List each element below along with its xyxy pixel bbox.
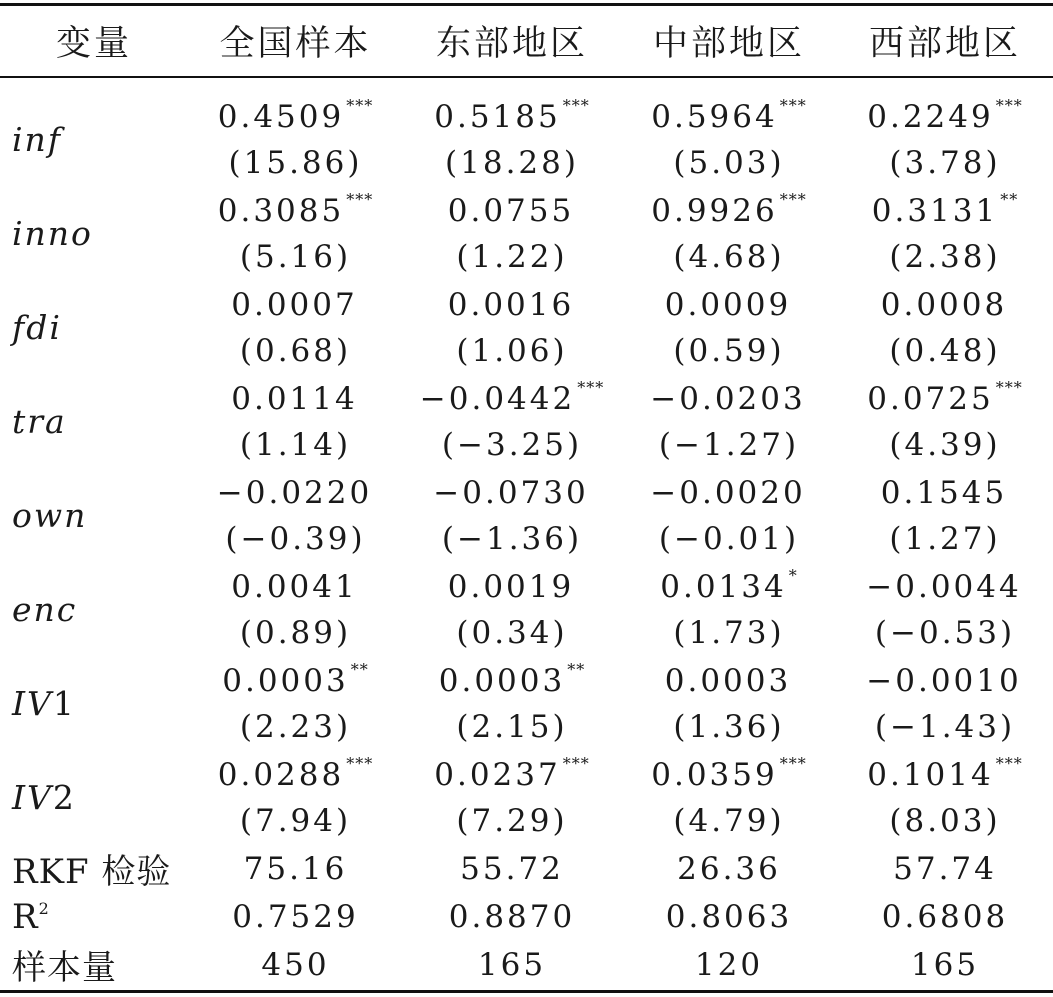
table-row bbox=[0, 750, 1053, 797]
coef-cell: 0.0008 bbox=[880, 287, 1008, 323]
stat-cell: 55.72 bbox=[460, 850, 564, 887]
coef-cell: 0.0288 *** bbox=[217, 754, 374, 793]
coef-cell: −0.0442 *** bbox=[419, 378, 605, 417]
coef-cell: 0.0755 bbox=[447, 193, 575, 229]
header-east: 东部地区 bbox=[435, 24, 588, 64]
coef-cell: 0.3085 *** bbox=[217, 190, 374, 229]
coef-cell: 0.0003 ** bbox=[438, 660, 586, 699]
tstat-cell: (2.15) bbox=[456, 708, 568, 745]
coef-cell: 0.0134 * bbox=[660, 566, 798, 605]
coef-cell: 0.1014 *** bbox=[867, 754, 1023, 793]
coef-cell: −0.0010 bbox=[866, 663, 1022, 699]
coef-cell: −0.0020 bbox=[650, 475, 806, 511]
table-row bbox=[0, 656, 1053, 703]
tstat-cell: (1.27) bbox=[889, 520, 1001, 557]
tstat-cell: (1.36) bbox=[673, 708, 785, 745]
stat-cell: 165 bbox=[910, 946, 980, 983]
header-central: 中部地区 bbox=[652, 24, 805, 64]
coef-cell: 0.0009 bbox=[664, 287, 792, 323]
stat-cell: 165 bbox=[477, 946, 547, 983]
table-row bbox=[0, 92, 1053, 139]
coef-cell: 0.5185 *** bbox=[434, 96, 590, 135]
row-label-inf: inf bbox=[12, 119, 63, 159]
row-label-fdi: fdi bbox=[12, 307, 62, 347]
tstat-cell: (8.03) bbox=[889, 802, 1001, 839]
tstat-cell: (1.22) bbox=[456, 238, 568, 275]
row-label-inno: inno bbox=[12, 213, 93, 253]
tstat-cell: (4.39) bbox=[889, 426, 1001, 463]
coef-cell: 0.0359 *** bbox=[651, 754, 807, 793]
tstat-cell: (15.86) bbox=[228, 144, 363, 181]
header-national: 全国样本 bbox=[219, 24, 372, 64]
tstat-cell: (−0.53) bbox=[874, 614, 1016, 651]
row-label-own: own bbox=[12, 495, 88, 535]
tstat-cell: (2.23) bbox=[239, 708, 352, 745]
stat-cell: 120 bbox=[694, 946, 764, 983]
coef-cell: 0.2249 *** bbox=[867, 96, 1023, 135]
coef-cell: −0.0044 bbox=[866, 569, 1022, 605]
stat-cell: 26.36 bbox=[677, 850, 781, 887]
regression-table bbox=[0, 6, 1053, 989]
tstat-cell: (1.06) bbox=[456, 332, 568, 369]
stat-cell: 57.74 bbox=[893, 850, 997, 887]
table-row bbox=[0, 280, 1053, 327]
tstat-cell: (7.29) bbox=[456, 802, 568, 839]
tstat-cell: (−1.27) bbox=[658, 426, 800, 463]
table-row bbox=[0, 468, 1053, 515]
tstat-cell: (−1.36) bbox=[441, 520, 583, 557]
tstat-cell: (−1.43) bbox=[874, 708, 1016, 745]
tstat-cell: (0.89) bbox=[239, 614, 352, 651]
table-row-n bbox=[0, 940, 1053, 989]
row-label-rkf: RKF 检验 bbox=[12, 852, 172, 892]
coef-cell: 0.0725 *** bbox=[867, 378, 1023, 417]
tstat-cell: (4.68) bbox=[673, 238, 785, 275]
stat-cell: 75.16 bbox=[243, 850, 348, 887]
stat-cell: 0.8870 bbox=[448, 898, 576, 935]
tstat-cell: (0.34) bbox=[456, 614, 568, 651]
tstat-cell: (0.59) bbox=[673, 332, 785, 369]
row-label-n: 样本量 bbox=[12, 948, 117, 988]
coef-cell: 0.0016 bbox=[447, 287, 575, 323]
coef-cell: 0.0041 bbox=[231, 569, 358, 605]
table-bottom-rule bbox=[0, 990, 1053, 993]
tstat-cell: (−0.39) bbox=[225, 520, 366, 557]
coef-cell: 0.0237 *** bbox=[434, 754, 590, 793]
header-west: 西部地区 bbox=[868, 24, 1021, 64]
tstat-cell: (−3.25) bbox=[441, 426, 583, 463]
table-row bbox=[0, 374, 1053, 421]
stat-cell: 0.6808 bbox=[881, 898, 1009, 935]
coef-cell: 0.4509 *** bbox=[217, 96, 374, 135]
tstat-cell: (3.78) bbox=[889, 144, 1001, 181]
tstat-cell: (7.94) bbox=[239, 802, 352, 839]
tstat-cell: (5.03) bbox=[673, 144, 785, 181]
tstat-cell: (−0.01) bbox=[658, 520, 800, 557]
tstat-cell: (5.16) bbox=[239, 238, 352, 275]
coef-cell: −0.0220 bbox=[216, 475, 373, 511]
stat-cell: 0.7529 bbox=[232, 898, 359, 935]
coef-cell: 0.0003 bbox=[664, 663, 792, 699]
row-label-enc: enc bbox=[12, 589, 78, 629]
stat-cell: 0.8063 bbox=[665, 898, 793, 935]
table-row bbox=[0, 562, 1053, 609]
coef-cell: 0.0003 ** bbox=[222, 660, 369, 699]
tstat-cell: (2.38) bbox=[889, 238, 1001, 275]
stat-cell: 450 bbox=[261, 946, 330, 983]
header-row bbox=[0, 6, 1053, 76]
tstat-cell: (4.79) bbox=[673, 802, 785, 839]
coef-cell: 0.0114 bbox=[231, 381, 358, 417]
coef-cell: 0.5964 *** bbox=[651, 96, 807, 135]
row-label-iv1: IV1 bbox=[12, 683, 76, 723]
coef-cell: −0.0203 bbox=[650, 381, 806, 417]
tstat-cell: (0.48) bbox=[889, 332, 1001, 369]
coef-cell: 0.3131 ** bbox=[871, 190, 1019, 229]
row-label-iv2: IV2 bbox=[12, 777, 76, 817]
tstat-cell: (18.28) bbox=[445, 144, 579, 181]
header-variable: 变量 bbox=[55, 24, 132, 64]
coef-cell: 0.0019 bbox=[447, 569, 575, 605]
tstat-cell: (0.68) bbox=[239, 332, 352, 369]
tstat-cell: (1.73) bbox=[673, 614, 785, 651]
table-row-rkf bbox=[0, 844, 1053, 893]
table-row-r2 bbox=[0, 893, 1053, 940]
coef-cell: −0.0730 bbox=[433, 475, 589, 511]
row-label-tra: tra bbox=[12, 401, 67, 441]
coef-cell: 0.9926 *** bbox=[651, 190, 807, 229]
coef-cell: 0.0007 bbox=[231, 287, 358, 323]
row-label-r2: $R^2$ bbox=[12, 896, 50, 937]
tstat-cell: (1.14) bbox=[239, 426, 352, 463]
table-row bbox=[0, 186, 1053, 233]
coef-cell: 0.1545 bbox=[880, 475, 1008, 511]
